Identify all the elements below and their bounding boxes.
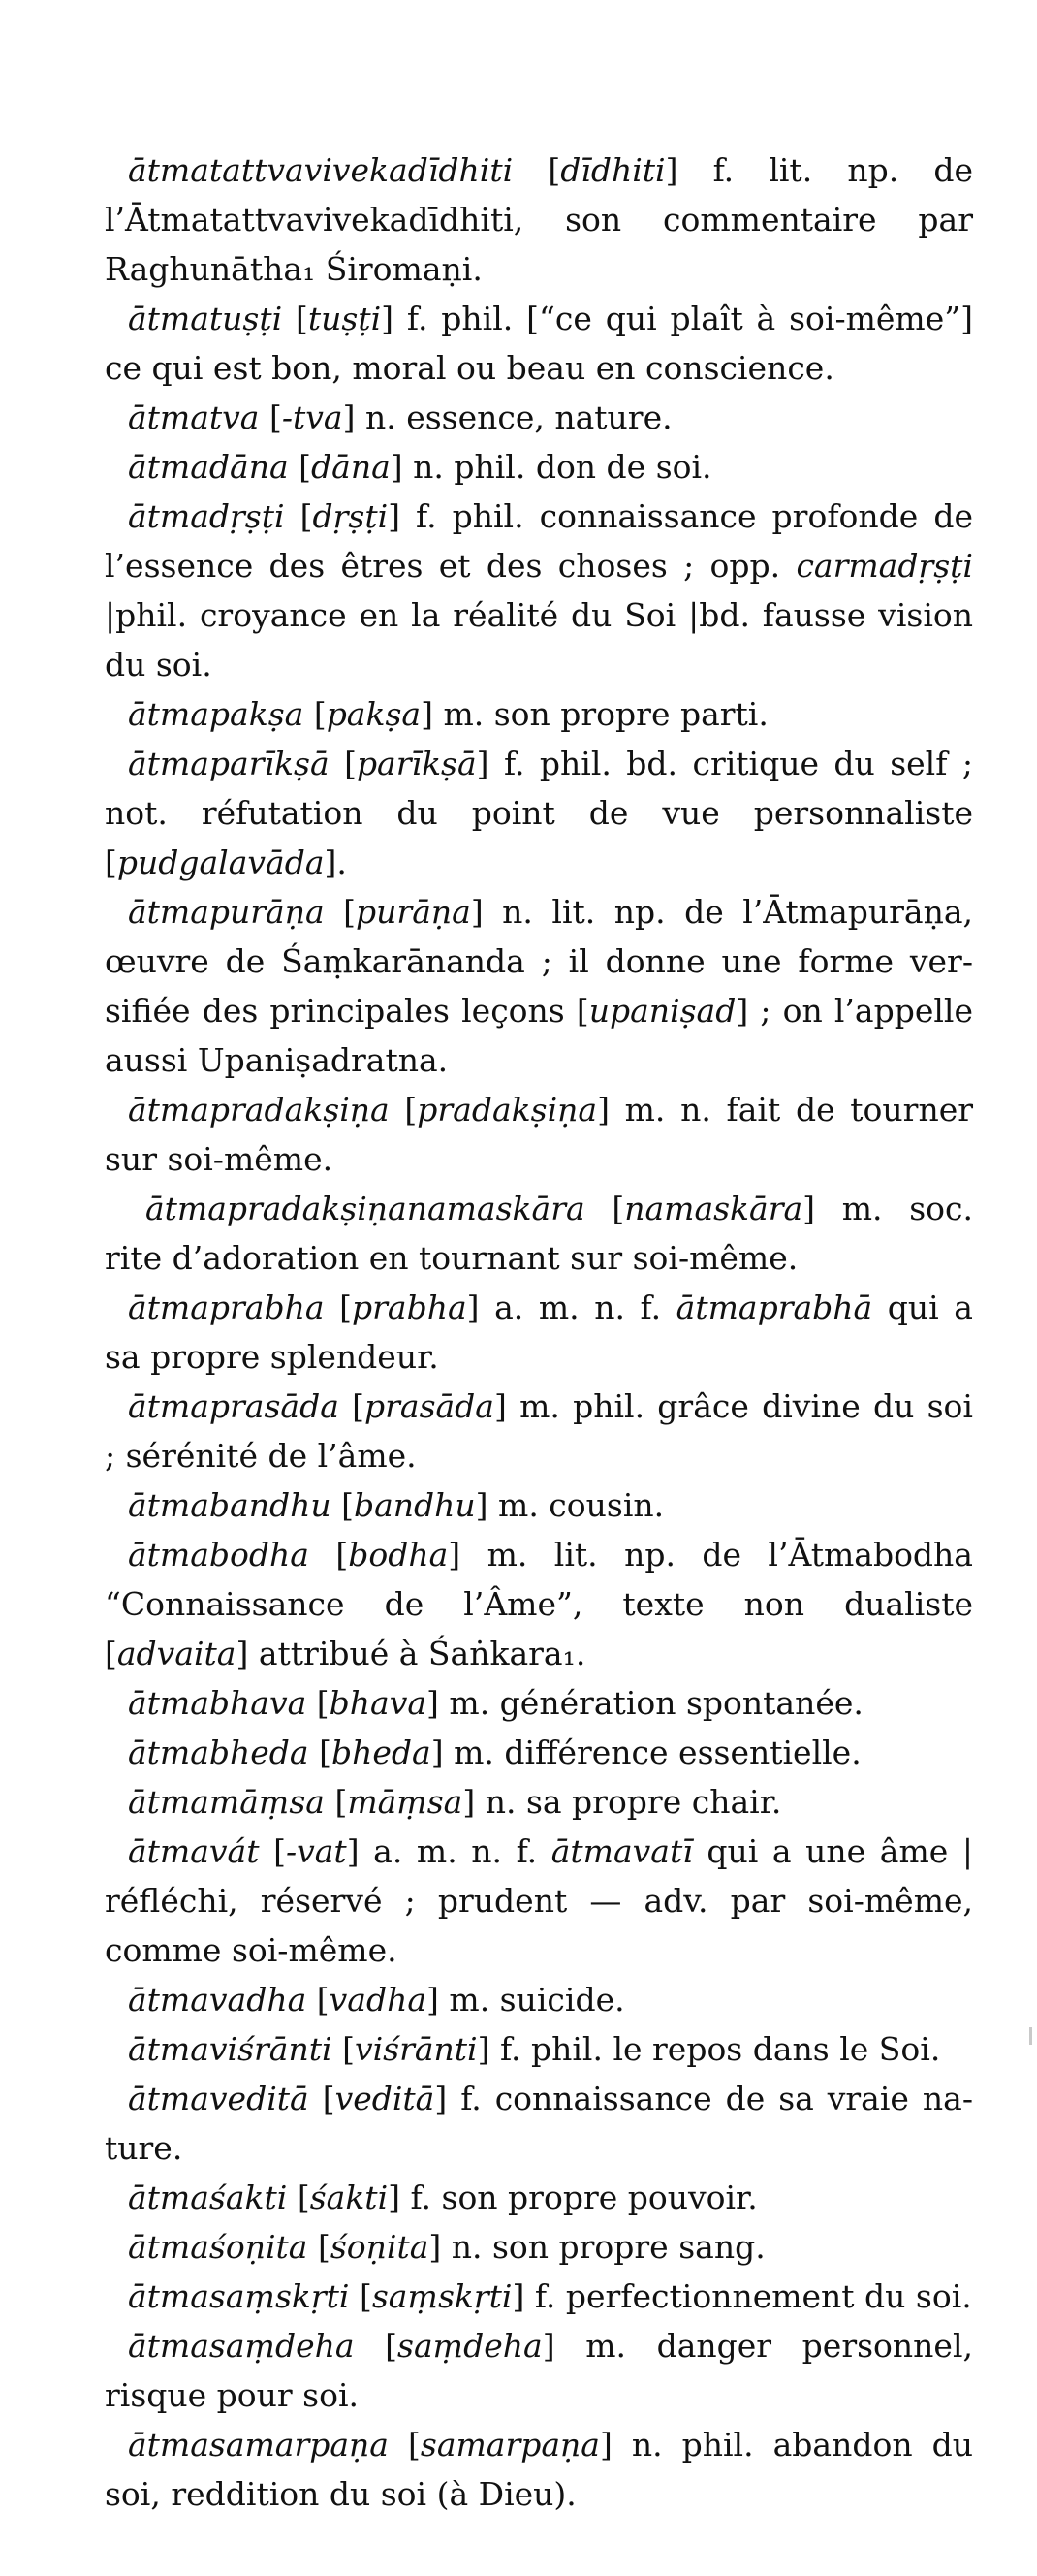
definition: m. lit. np. de l’Ātmabodha “Connaissance de l’Âme”, texte non dualiste [ [105,1536,973,1672]
root-reference: prasāda [364,1387,494,1425]
root-reference: purāṇa [356,893,471,931]
headword: ātmabheda [128,1733,309,1771]
root-reference: māṃsa [347,1783,463,1821]
definition: f. phil. bd. critique du self ; not. réfutation du point de vue personnaliste [ [105,745,973,881]
root-reference: saṃskṛti [371,2277,513,2315]
headword: ātmasamarpaṇa [128,2426,389,2464]
definition: m. phil. grâce divine du soi ; sérénité de l’âme. [105,1387,973,1475]
definition: f. phil. [“ce qui plaît à soi-même”] ce qui est bon, moral ou beau en conscience. [105,300,973,387]
headword: ātmapradakṣiṇa [128,1091,390,1129]
root-reference: namaskāra [624,1190,803,1227]
root-reference: pradakṣiṇa [417,1091,598,1129]
headword: ātmaśakti [128,2178,288,2216]
root-reference: samarpaṇa [420,2426,600,2464]
definition: n. sa propre chair. [475,1783,782,1821]
headword: ātmaveditā [128,2080,309,2117]
definition: a. m. n. f. [359,1832,551,1870]
dictionary-entry: ātmadāna [dāna] n. phil. don de soi. [128,448,712,486]
italic-term: carmadṛṣṭi [796,547,973,585]
headword: ātmaviśrānti [128,2030,332,2068]
dictionary-entry: ātmapradakṣiṇa [pradakṣiṇa] m. n. fait de tourner sur soi-même. [105,1091,974,1178]
dictionary-entry: ātmatattvavivekadīdhiti [dīdhiti] f. lit. np. de l’Ātmatattvavivekadīdhiti, son commentaire par Raghunātha₁ Śiromaṇi. [105,151,973,288]
definition: f. perfectionnement du soi. [524,2277,972,2315]
root-reference: dīdhiti [560,151,666,189]
definition-continued: ] ; on l’appelle aussi Upaniṣadratna. [105,992,973,1079]
headword: ātmapakṣa [128,695,304,733]
headword: ātmabhava [128,1684,307,1722]
headword: ātmatuṣṭi [128,300,283,337]
definition: f. phil. connaissance profonde de l’essence des êtres et des choses ; opp. [105,497,973,585]
dictionary-entry: ātmapurāṇa [purāṇa] n. lit. np. de l’Ātmapurāṇa, œuvre de Śaṃkarānanda ; il donne une forme ver-sifiée des principales leçons [upaniṣad] ; on l’appelle aussi Upaniṣadratna. [105,893,974,1079]
definition: f. connaissance de sa vraie na-ture. [105,2080,973,2167]
root-reference: tuṣṭi [307,300,382,337]
dictionary-entry: ātmaśakti [śakti] f. son propre pouvoir. [128,2178,758,2216]
definition-continued: ]. [324,843,347,881]
definition: m. différence essentielle. [443,1733,862,1771]
headword: ātmabodha [128,1536,309,1574]
headword: ātmatva [128,398,260,436]
root-reference: parīkṣā [356,745,477,782]
italic-term: upaniṣad [588,992,737,1030]
dictionary-entry: ātmamāṃsa [māṃsa] n. sa propre chair. [128,1783,782,1821]
root-reference: veditā [334,2080,435,2117]
definition: m. danger personnel, risque pour soi. [105,2327,973,2414]
definition-continued: |phil. croyance en la réalité du Soi |bd. fausse vision du soi. [105,596,973,684]
root-reference: -tva [281,398,343,436]
headword: ātmasaṃdeha [128,2327,355,2365]
definition: m. génération spontanée. [438,1684,864,1722]
dictionary-entry: ātmaprabha [prabha] a. m. n. f. ātmaprabhā qui a sa propre splendeur. [105,1288,973,1376]
definition: n. lit. np. de l’Ātmapurāṇa, œuvre de Śaṃkarānanda ; il donne une forme ver-sifiée des principales leçons [ [105,893,974,1030]
definition: n. phil. abandon du soi, reddition du soi (à Dieu). [105,2426,973,2513]
italic-term: ātmavatī [550,1832,693,1870]
dictionary-entry: ātmaparīkṣā [parīkṣā] f. phil. bd. critique du self ; not. réfutation du point de vue personnaliste [pudgalavāda]. [105,745,973,881]
dictionary-entry: ātmabhava [bhava] m. génération spontanée. [128,1684,864,1722]
dictionary-entry: ātmapakṣa [pakṣa] m. son propre parti. [128,695,769,733]
definition: n. essence, nature. [355,398,673,436]
scan-edge-mark [1029,2027,1032,2045]
headword: ātmabandhu [128,1486,331,1524]
root-reference: śoṇita [330,2228,429,2266]
root-reference: viśrānti [354,2030,478,2068]
headword: ātmaparīkṣā [128,745,330,782]
root-reference: dāna [311,448,391,486]
italic-term: advaita [116,1635,236,1672]
headword: ātmatattvavivekadīdhiti [128,151,514,189]
definition: f. son propre pouvoir. [400,2178,758,2216]
definition: m. cousin. [487,1486,665,1524]
root-reference: vadha [329,1981,427,2019]
dictionary-entry: ātmabheda [bheda] m. différence essentielle. [128,1733,862,1771]
headword: ātmasaṃskṛti [128,2277,350,2315]
root-reference: bandhu [353,1486,476,1524]
dictionary-entry: ātmabodha [bodha] m. lit. np. de l’Ātmabodha “Connaissance de l’Âme”, texte non dualiste [advaita] attribué à Śaṅkara₁. [105,1536,973,1672]
headword: ātmaprasāda [128,1387,339,1425]
dictionary-entry: ātmatva [-tva] n. essence, nature. [128,398,673,436]
definition: m. n. fait de tourner sur soi-même. [105,1091,974,1178]
dictionary-entry: ātmaśoṇita [śoṇita] n. son propre sang. [128,2228,766,2266]
dictionary-entry: ātmadṛṣṭi [dṛṣṭi] f. phil. connaissance profonde de l’essence des êtres et des choses ; opp. carmadṛṣṭi |phil. croyance en la réalité du Soi |bd. fausse vision du soi. [105,497,973,684]
root-reference: bheda [330,1733,431,1771]
root-reference: śakti [309,2178,389,2216]
dictionary-entry: ātmabandhu [bandhu] m. cousin. [128,1486,665,1524]
dictionary-subentry: ātmapradakṣiṇanamaskāra [namaskāra] m. soc. rite d’adoration en tournant sur soi-même. [105,1190,973,1277]
dictionary-entry: ātmaviśrānti [viśrānti] f. phil. le repos dans le Soi. [128,2030,941,2068]
headword: ātmavát [128,1832,260,1870]
dictionary-column [105,145,973,2519]
definition: m. son propre parti. [432,695,769,733]
root-reference: prabha [352,1288,467,1326]
definition-continued: qui a sa propre splendeur. [105,1288,973,1376]
dictionary-entry: ātmaprasāda [prasāda] m. phil. grâce divine du soi ; sérénité de l’âme. [105,1387,973,1475]
definition: n. son propre sang. [441,2228,766,2266]
dictionary-entry: ātmatuṣṭi [tuṣṭi] f. phil. [“ce qui plaît à soi-même”] ce qui est bon, moral ou beau en conscience. [105,300,973,387]
dictionary-entry: ātmavadha [vadha] m. suicide. [128,1981,625,2019]
italic-term: ātmaprabhā [676,1288,873,1326]
dictionary-entry: ātmasamarpaṇa [samarpaṇa] n. phil. abandon du soi, reddition du soi (à Dieu). [105,2426,973,2513]
root-reference: dṛṣṭi [312,497,389,535]
dictionary-entry: ātmasaṃdeha [saṃdeha] m. danger personnel, risque pour soi. [105,2327,973,2414]
definition: m. suicide. [438,1981,625,2019]
headword: ātmadṛṣṭi [128,497,285,535]
dictionary-page [0,145,1037,2519]
definition: f. lit. np. de l’Ātmatattvavivekadīdhiti, son commentaire par Raghunātha₁ Śiromaṇi. [105,151,973,288]
dictionary-entry: ātmaveditā [veditā] f. connaissance de sa vraie na-ture. [105,2080,973,2167]
root-reference: bhava [329,1684,427,1722]
definition: m. soc. rite d’adoration en tournant sur soi-même. [105,1190,973,1277]
definition: f. phil. le repos dans le Soi. [489,2030,941,2068]
dictionary-entry: ātmavát [-vat] a. m. n. f. ātmavatī qui a une âme | réfléchi, réservé ; prudent — adv. par soi-même, comme soi-même. [105,1832,973,1969]
headword: ātmamāṃsa [128,1783,325,1821]
root-reference: pakṣa [326,695,422,733]
headword: ātmadāna [128,448,289,486]
root-reference: -vat [285,1832,347,1870]
root-reference: bodha [348,1536,449,1574]
italic-term: pudgalavāda [116,843,325,881]
definition-continued: ] attribué à Śaṅkara₁. [236,1635,586,1672]
headword: ātmaprabha [128,1288,325,1326]
definition: n. phil. don de soi. [402,448,712,486]
definition-continued: qui a une âme | réfléchi, réservé ; prudent — adv. par soi-même, comme soi-même. [105,1832,973,1969]
headword: ātmavadha [128,1981,307,2019]
definition: a. m. n. f. [479,1288,676,1326]
headword: ātmapurāṇa [128,893,325,931]
root-reference: saṃdeha [397,2327,543,2365]
dictionary-entry: ātmasaṃskṛti [saṃskṛti] f. perfectionnement du soi. [128,2277,972,2315]
headword: ātmaśoṇita [128,2228,308,2266]
headword: ātmapradakṣiṇanamaskāra [145,1190,585,1227]
